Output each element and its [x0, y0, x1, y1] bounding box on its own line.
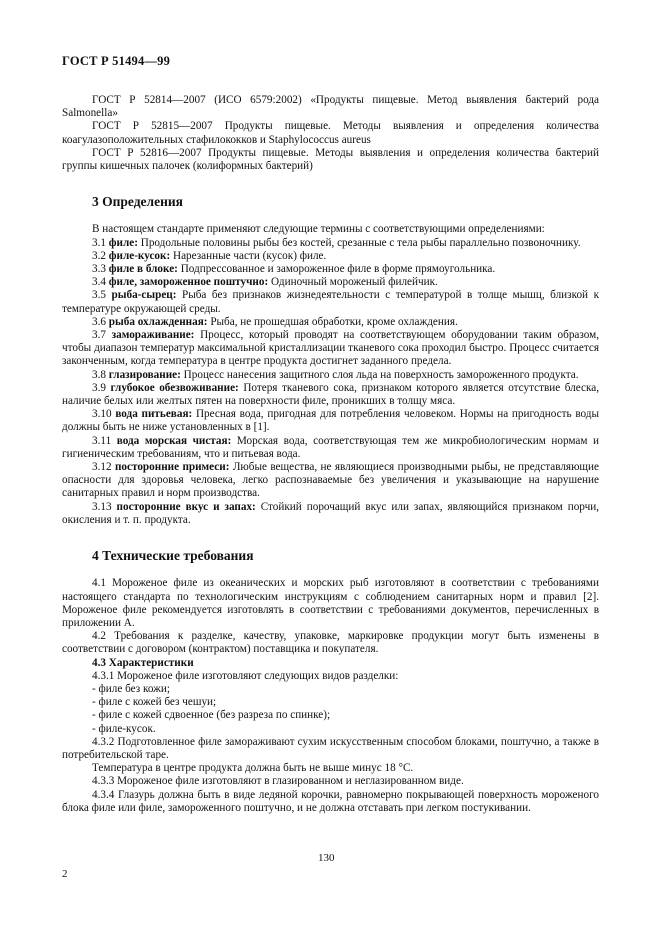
- definition-item: [62, 263, 599, 276]
- paragraph-4-1: 4.1 Мороженое филе из океанических и морских рыб изготовляют в соответствии с требованиями настоящего стандарта по технологическим инструкциям с соблюдением санитарных норм и правил [2]. Мороженое филе рекомендуется изготовлять в соответствии с требованиями документов, перечисленных в приложении А.: [62, 577, 599, 629]
- definition-text: Нарезанные части (кусок) филе.: [170, 249, 327, 262]
- section-3-title: 3 Определения: [92, 194, 183, 210]
- definition-term: филе-кусок:: [108, 249, 171, 262]
- section-4-title: 4 Технические требования: [92, 548, 254, 564]
- definition-item: [62, 408, 599, 434]
- definition-number: 3.9: [92, 381, 106, 394]
- definition-number: 3.10: [92, 408, 112, 421]
- definition-number: 3.2: [92, 249, 106, 262]
- definition-item: [62, 250, 599, 263]
- definition-number: 3.3: [92, 263, 106, 276]
- definitions-list: [62, 237, 599, 527]
- definition-number: 3.5: [92, 289, 106, 302]
- page-number-center: 130: [318, 852, 335, 864]
- definition-text: Одиночный мороженый филейчик.: [268, 276, 438, 289]
- definition-item: [62, 276, 599, 289]
- definition-item: [62, 289, 599, 315]
- paragraph-4-3-4: 4.3.4 Глазурь должна быть в виде ледяной корочки, равномерно покрывающей поверхность мороженого блока филе или филе, замороженного поштучно, и не должна отставать при легком постукивании.: [62, 788, 599, 814]
- definition-item: [62, 237, 599, 250]
- definition-text: Стойкий порочащий вкус или запах, являющийся признаком порчи, окисления и т. п. продукта.: [62, 500, 600, 526]
- list-item: - филе-кусок.: [92, 722, 156, 735]
- definition-text: Морская вода, соответствующая тем же микробиологическим нормам и гигиеническим требованиям, что и питьевая вода.: [62, 434, 599, 460]
- definition-number: 3.8: [92, 368, 106, 381]
- definition-term: глазирование:: [108, 368, 181, 381]
- definition-item: [62, 316, 599, 329]
- paragraph-4-3-2-temperature: Температура в центре продукта должна быть не выше минус 18 °С.: [92, 762, 414, 775]
- definition-number: 3.4: [92, 276, 106, 289]
- definition-text: Процесс, который проводят на соответствующем оборудовании таким образом, чтобы диапазон температур максимальной кристаллизации тканевого сока проходил быстро. Процесс считается законченным, когда температура в центре продукта достигнет заданного предела.: [62, 329, 600, 368]
- paragraph-4-3-3: 4.3.3 Мороженое филе изготовляют в глазированном и неглазированном виде.: [92, 775, 464, 788]
- paragraph-4-2: 4.2 Требования к разделке, качеству, упаковке, маркировке продукции могут быть изменены в соответствии с договором (контрактом) поставщика и покупателя.: [62, 630, 599, 656]
- reference-1: ГОСТ Р 52814—2007 (ИСО 6579:2002) «Продукты пищевые. Метод выявления бактерий рода Salmonella»: [62, 94, 599, 120]
- list-item: - филе с кожей сдвоенное (без разреза по спинке);: [92, 709, 331, 722]
- definition-term: глубокое обезвоживание:: [110, 381, 239, 394]
- definition-item: [62, 461, 599, 501]
- definition-term: замораживание:: [111, 329, 195, 342]
- definition-number: 3.13: [92, 500, 112, 513]
- definition-term: филе в блоке:: [108, 263, 178, 276]
- definition-text: Любые вещества, не являющиеся производными рыбы, не представляющие опасности для здоровья человека, легко распознаваемые без увеличения и указывающие на нарушение санитарных правил и норм производства.: [62, 461, 599, 500]
- definition-item: [62, 501, 599, 527]
- definition-item: [62, 329, 599, 369]
- definition-number: 3.1: [92, 236, 106, 249]
- definition-text: Рыба, не прошедшая обработки, кроме охлаждения.: [207, 315, 458, 328]
- definition-term: посторонние вкус и запах:: [116, 500, 256, 513]
- definition-term: филе:: [108, 236, 138, 249]
- definition-number: 3.7: [92, 329, 106, 342]
- definition-item: [62, 435, 599, 461]
- paragraph-4-3-2: 4.3.2 Подготовленное филе замораживают сухим искусственным способом блоками, поштучно, а также в потребительской таре.: [62, 735, 599, 761]
- definition-term: филе, замороженное поштучно:: [108, 276, 269, 289]
- definition-number: 3.6: [92, 315, 106, 328]
- list-item: - филе без кожи;: [92, 682, 170, 695]
- reference-2: ГОСТ Р 52815—2007 Продукты пищевые. Методы выявления и определения количества коагулазоположительных стафилококков и Staphylococcus aureus: [62, 120, 599, 146]
- definition-text: Продольные половины рыбы без костей, срезанные с тела рыбы параллельно позвоночнику.: [137, 236, 581, 249]
- definition-item: [62, 369, 599, 382]
- definition-text: Рыба без признаков жизнедеятельности с температурой в толще мышц, близкой к температуре окружающей среды.: [62, 289, 600, 315]
- definition-number: 3.11: [92, 434, 112, 447]
- definition-term: рыба охлажденная:: [108, 315, 208, 328]
- section-3-intro: В настоящем стандарте применяют следующие термины с соответствующими определениями:: [92, 223, 545, 236]
- definition-text: Подпрессованное и замороженное филе в форме прямоугольника.: [177, 263, 496, 276]
- document-body: [62, 94, 599, 815]
- paragraph-4-3-1: 4.3.1 Мороженое филе изготовляют следующих видов разделки:: [92, 669, 399, 682]
- definition-term: рыба-сырец:: [111, 289, 177, 302]
- definition-text: Пресная вода, пригодная для потребления человеком. Нормы на пригодность воды должны быть не ниже установленных в [1].: [62, 408, 599, 434]
- definition-term: вода питьевая:: [115, 408, 193, 421]
- definition-term: вода морская чистая:: [116, 434, 232, 447]
- page-number-left: 2: [62, 868, 68, 880]
- reference-3: ГОСТ Р 52816—2007 Продукты пищевые. Методы выявления и определения количества бактерий группы кишечных палочек (колиформных бактерий): [62, 146, 599, 173]
- definition-text: Процесс нанесения защитного слоя льда на поверхность замороженного продукта.: [180, 368, 579, 381]
- definition-number: 3.12: [92, 461, 112, 474]
- definition-item: [62, 382, 599, 408]
- subsection-4-3-title: 4.3 Характеристики: [92, 656, 194, 669]
- definition-term: посторонние примеси:: [114, 461, 230, 474]
- definition-text: Потеря тканевого сока, признаком которого является отсутствие блеска, наличие белых или желтых пятен на поверхности филе, проникших в толщу мяса.: [62, 381, 599, 408]
- list-item: - филе с кожей без чешуи;: [92, 696, 217, 709]
- document-header: ГОСТ Р 51494—99: [62, 54, 171, 68]
